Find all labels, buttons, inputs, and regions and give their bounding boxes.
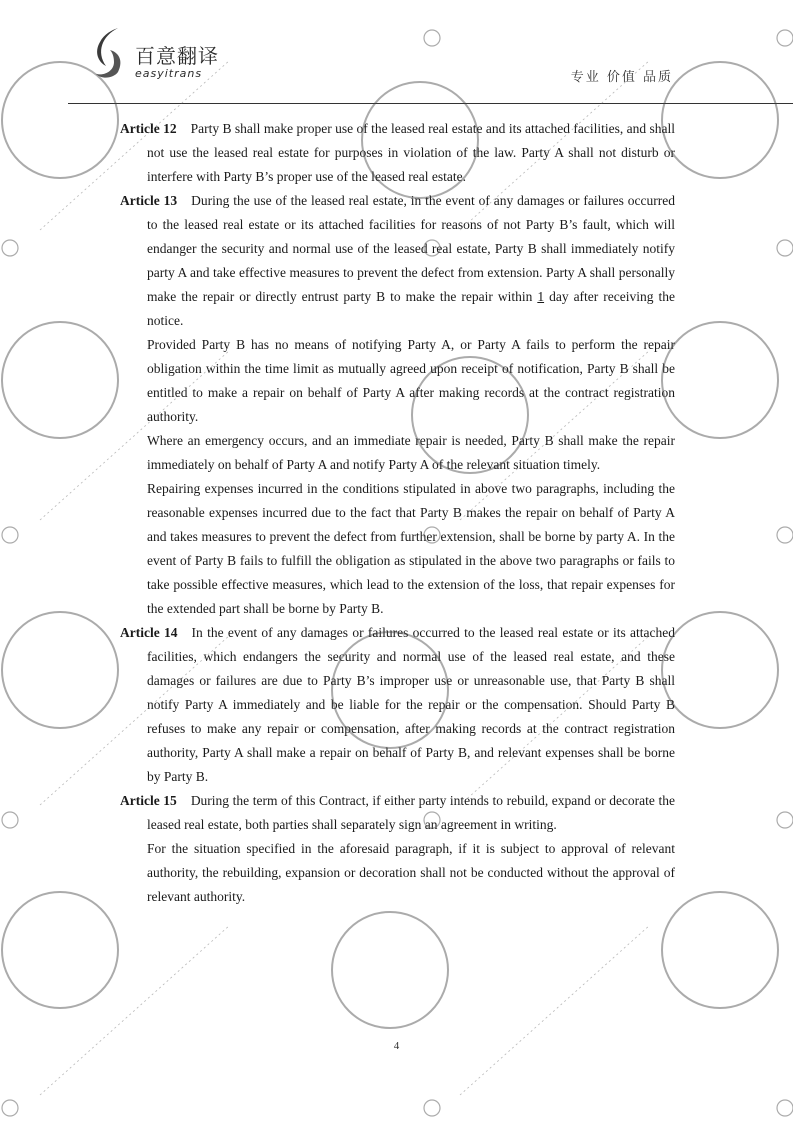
article-13 <box>120 189 675 621</box>
article-paragraph: For the situation specified in the aforesaid paragraph, if it is subject to approval of relevant authority, the rebuilding, expansion or decoration shall not be conducted without the approval of relevant authority. <box>147 841 675 904</box>
article-text: During the use of the leased real estate, in the event of any damages or failures occurred to the leased real estate or its attached facilities for reasons of not Party B’s fault, which will endanger the security and normal use of the leased real estate, Party B shall immediately notify party A and take effective measures to prevent the defect from extension. Party A shall personally make the repair or directly entrust party B to make the repair within <box>147 193 675 304</box>
logo-chinese-text: 百意翻译 <box>135 44 219 68</box>
page-header <box>0 0 793 110</box>
repair-days-value: 1 <box>537 289 545 304</box>
article-paragraph: Repairing expenses incurred in the conditions stipulated in above two paragraphs, including the reasonable expenses incurred due to the fact that Party B makes the repair on behalf of Party A and takes measures to prevent the defect from further extension, shall be borne by party A. In the event of Party B fails to fulfill the obligation as stipulated in the above two paragraphs or fails to take possible effective measures, which lead to the extension of the loss, that repair expenses for the extended part shall be borne by Party B. <box>147 481 675 616</box>
document-body <box>120 117 675 909</box>
article-text-tail: day after receiving the notice. <box>147 289 675 328</box>
article-14 <box>120 621 675 789</box>
page-number: 4 <box>393 1040 400 1052</box>
logo-swirl-icon <box>88 22 130 82</box>
article-heading: Article 13 <box>120 193 178 208</box>
header-divider <box>68 103 793 104</box>
article-12 <box>120 117 675 189</box>
article-heading: Article 15 <box>120 793 177 808</box>
header-slogan: 专业 价值 品质 <box>570 70 673 85</box>
article-15 <box>120 789 675 909</box>
article-heading: Article 14 <box>120 625 178 640</box>
article-text: During the term of this Contract, if either party intends to rebuild, expand or decorate the leased real estate, both parties shall separately sign an agreement in writing. <box>147 793 675 832</box>
article-paragraph: Where an emergency occurs, and an immediate repair is needed, Party B shall make the repair immediately on behalf of Party A and notify Party A of the relevant situation timely. <box>147 433 675 472</box>
logo-english-text: easyitrans <box>135 67 203 80</box>
article-paragraph: Provided Party B has no means of notifying Party A, or Party A fails to perform the repair obligation within the time limit as mutually agreed upon receipt of notification, Party B shall be entitled to make a repair on behalf of Party A after making records at the contract registration authority. <box>147 337 675 424</box>
article-heading: Article 12 <box>120 121 177 136</box>
article-text: In the event of any damages or failures occurred to the leased real estate or its attached facilities, which endangers the security and normal use of the leased real estate, and these damages or failures are due to Party B’s improper use or unreasonable use, that Party B shall notify Party A immediately and be liable for the repair or the compensation. Should Party B refuses to make any repair or compensation, after making records at the contract registration authority, Party A shall make a repair on behalf of Party B, and relevant expenses shall be borne by Party B. <box>147 625 675 784</box>
article-text: Party B shall make proper use of the leased real estate and its attached facilities, and shall not use the leased real estate for purposes in violation of the law. Party A shall not disturb or interfere with Party B’s proper use of the leased real estate. <box>147 121 675 184</box>
